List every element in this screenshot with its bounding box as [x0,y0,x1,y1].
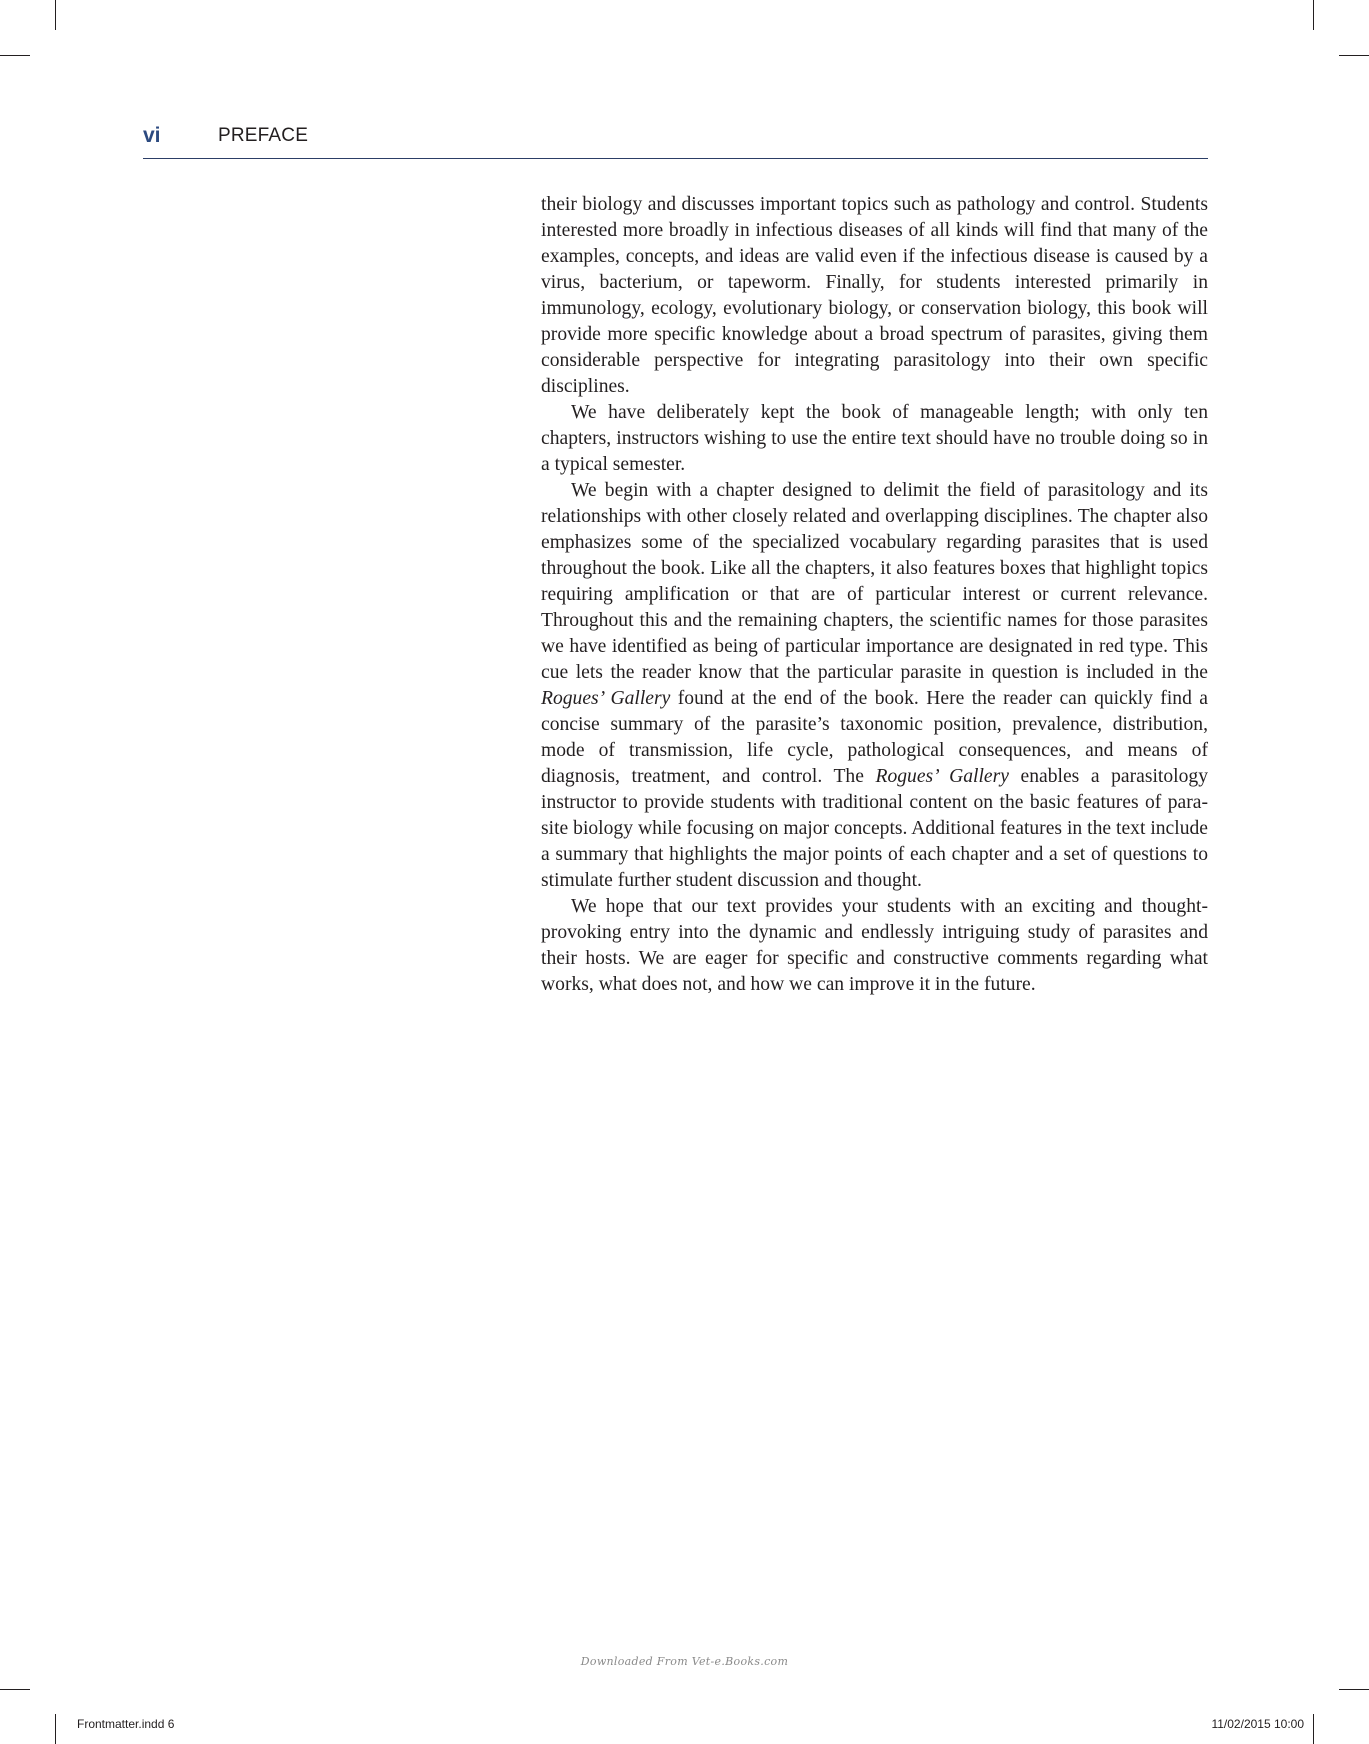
crop-mark-bottom-right-horizontal [1339,1689,1369,1690]
crop-mark-bottom-left-vertical [55,1714,56,1744]
crop-mark-top-left-horizontal [0,55,30,56]
body-text-column [541,192,1208,998]
italic-title: Rogues’ Gallery [541,688,671,709]
text-run: We begin with a chapter designed to delimit the field of parasitology and its relationships with other closely related and overlapping disciplines. The chapter also emphasizes some of the specialized vocabulary regarding parasites that is used throughout the book. Like all the chapters, it also features boxes that highlight topics requiring amplification or that are of particular interest or current relevance. Throughout this and the remaining chapters, the scientific names for those parasites we have identified as being of particular importance are designated in red type. This cue lets the reader know that the particular parasite in question is included in the [541,480,1208,683]
crop-mark-top-left-vertical [55,0,56,30]
page-folio: vi [143,124,161,147]
download-watermark: Downloaded From Vet-e.Books.com [580,1655,789,1668]
text-run: We have deliberately kept the book of manageable length; with only ten chapters, instructors wishing to use the entire text should have no trouble doing so in a typical semester. [541,402,1208,475]
crop-mark-top-right-vertical [1313,0,1314,30]
text-run: found at the end of the book. Here the reader can quickly find a concise summary of the parasite’s taxonomic position, prevalence, distribution, mode of transmission, life cycle, pathological consequences, and means of diagnosis, treatment, and control. The [541,688,1208,787]
crop-mark-bottom-right-vertical [1313,1714,1314,1744]
crop-mark-bottom-left-horizontal [0,1689,30,1690]
slug-file-name: Frontmatter.indd 6 [77,1717,175,1731]
slug-date-time: 11/02/2015 10:00 [1211,1717,1304,1731]
section-title: PREFACE [218,125,309,146]
body-paragraph [541,400,1208,478]
text-run: We hope that our text provides your students with an exciting and thought-provoking entry into the dynamic and endlessly intriguing study of parasites and their hosts. We are eager for specific and constructive comments regarding what works, what does not, and how we can improve it in the future. [541,896,1208,995]
text-run: their biology and discusses important topics such as pathology and control. Students interested more broadly in infectious diseases of all kinds will find that many of the examples, concepts, and ideas are valid even if the infectious disease is caused by a virus, bacterium, or tapeworm. Finally, for students interested primarily in immunology, ecology, evolutionary biology, or conservation biology, this book will provide more specific knowledge about a broad spectrum of parasites, giving them considerable perspective for integrating parasitology into their own specific disciplines. [541,194,1208,397]
body-paragraph [541,894,1208,998]
body-paragraph [541,478,1208,894]
body-paragraph [541,192,1208,400]
crop-mark-top-right-horizontal [1339,55,1369,56]
italic-title: Rogues’ Gallery [875,766,1009,787]
running-head [143,124,1208,159]
text-run: enables a parasitology instructor to provide students with traditional content on the basic features of parasite biology while focusing on major concepts. Additional features in the text include a summary that highlights the major points of each chapter and a set of questions to stimulate further student discussion and thought. [541,766,1208,891]
